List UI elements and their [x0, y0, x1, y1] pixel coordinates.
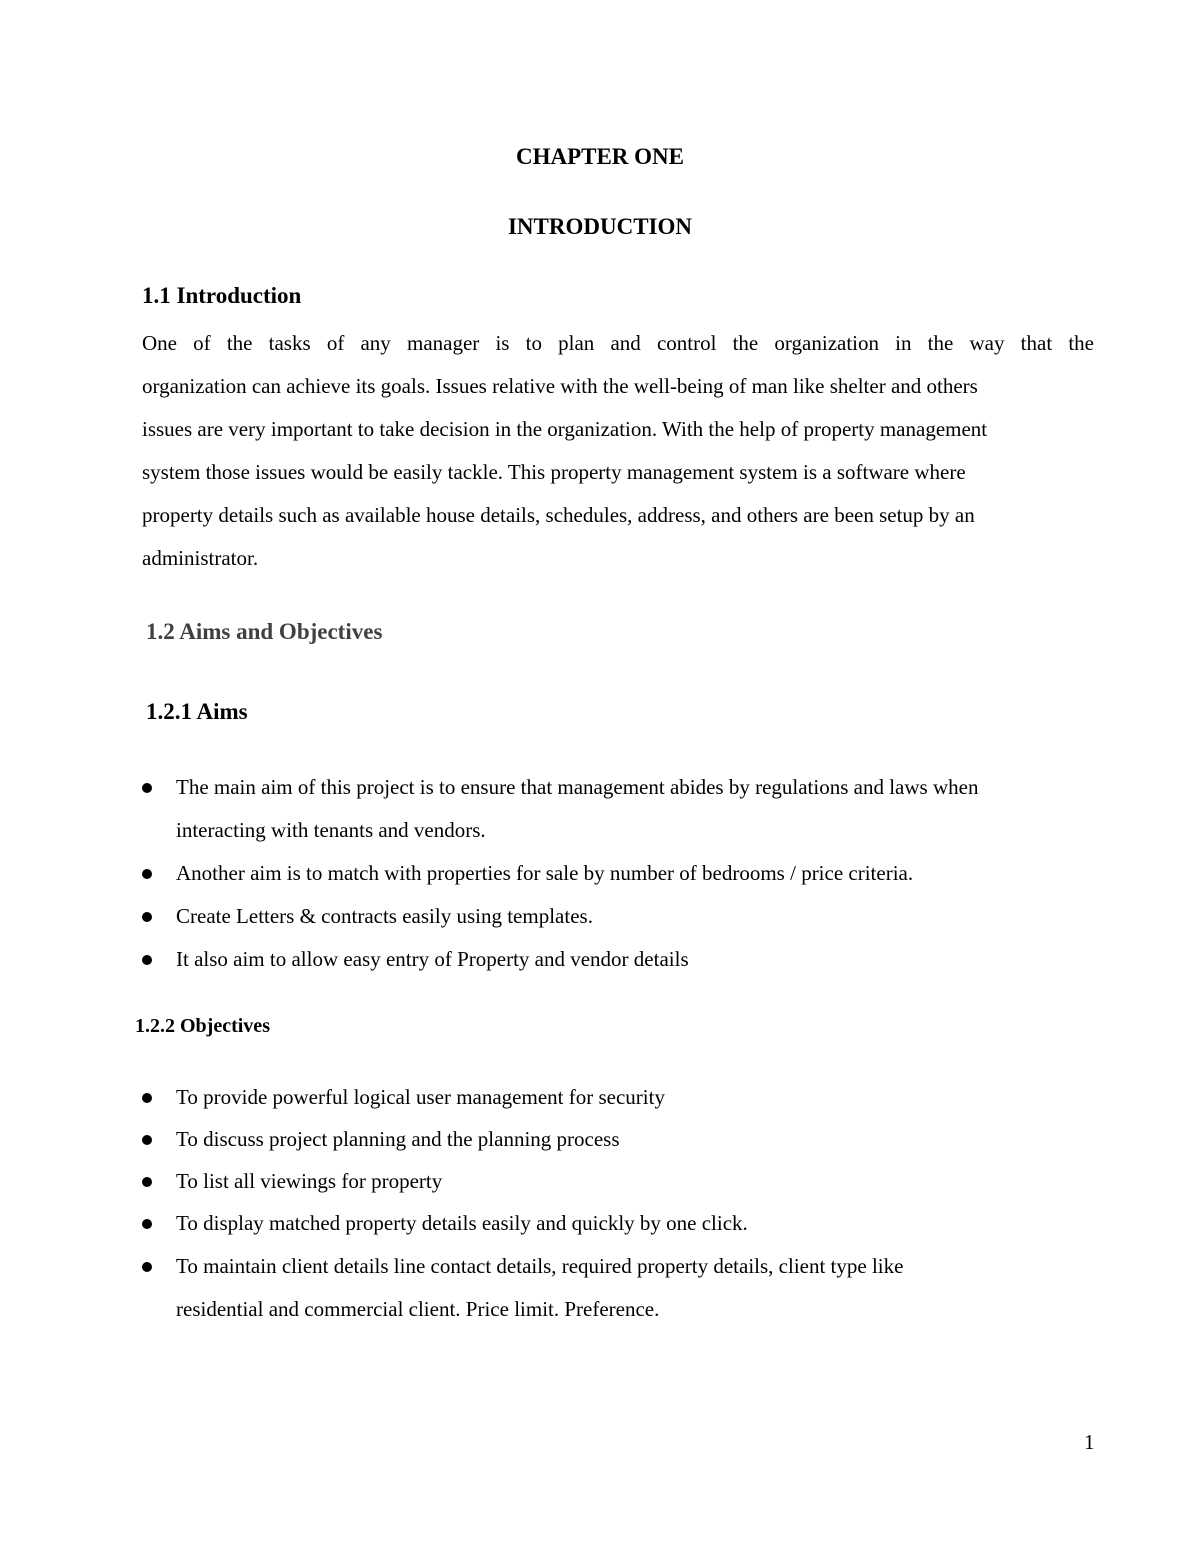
paragraph-line: organization can achieve its goals. Issues relative with the well-being of man like shelter and others — [142, 374, 978, 398]
paragraph-line: One of the tasks of any manager is to plan and control the organization in the way that the — [142, 331, 1094, 355]
section-heading-aims: 1.2.1 Aims — [146, 699, 248, 724]
chapter-number: CHAPTER ONE — [515, 144, 685, 169]
list-item-text: interacting with tenants and vendors. — [176, 818, 486, 842]
section-heading-objectives: 1.2.2 Objectives — [135, 1015, 270, 1037]
bullet-icon — [142, 869, 152, 879]
list-item-text: To discuss project planning and the planning process — [176, 1127, 620, 1151]
paragraph-line: issues are very important to take decision in the organization. With the help of property management — [142, 417, 988, 441]
list-item-text: Another aim is to match with properties for sale by number of bedrooms / price criteria. — [176, 861, 914, 885]
list-item-text: It also aim to allow easy entry of Property and vendor details — [176, 947, 689, 971]
bullet-icon — [142, 912, 152, 922]
bullet-icon — [142, 1093, 152, 1103]
list-item-text: To display matched property details easily and quickly by one click. — [176, 1211, 748, 1235]
bullet-icon — [142, 1135, 152, 1145]
bullet-icon — [142, 1177, 152, 1187]
list-item-text: To provide powerful logical user management for security — [176, 1085, 665, 1109]
chapter-title: INTRODUCTION — [507, 214, 693, 239]
bullet-icon — [142, 955, 152, 965]
list-item-text: The main aim of this project is to ensure that management abides by regulations and laws when — [176, 775, 979, 799]
paragraph-line: system those issues would be easily tackle. This property management system is a software where — [142, 460, 966, 484]
list-item-text: residential and commercial client. Price limit. Preference. — [176, 1297, 660, 1321]
list-item-text: To list all viewings for property — [176, 1169, 443, 1193]
bullet-icon — [142, 1262, 152, 1272]
paragraph-line: property details such as available house details, schedules, address, and others are been setup by an — [142, 503, 975, 527]
page-number: 1 — [1084, 1430, 1095, 1454]
list-item-text: Create Letters & contracts easily using templates. — [176, 904, 593, 928]
bullet-icon — [142, 1219, 152, 1229]
bullet-icon — [142, 783, 152, 793]
paragraph-line: administrator. — [142, 546, 259, 570]
introduction-paragraph — [142, 322, 1094, 580]
section-heading-introduction: 1.1 Introduction — [142, 283, 302, 308]
list-item-text: To maintain client details line contact details, required property details, client type like — [176, 1254, 904, 1278]
section-heading-aims-objectives: 1.2 Aims and Objectives — [146, 619, 383, 644]
